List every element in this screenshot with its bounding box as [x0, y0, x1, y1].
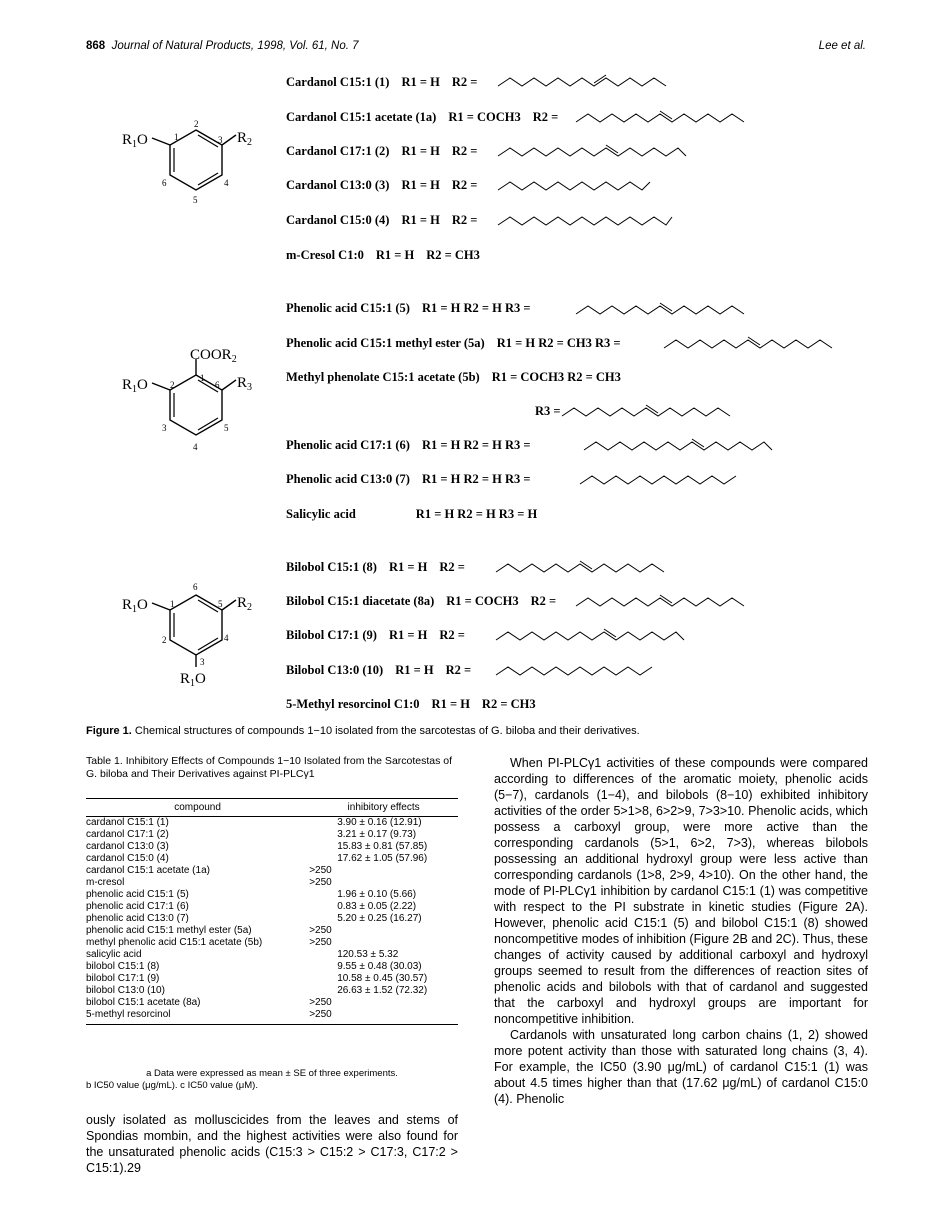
table-cell-compound: 5-methyl resorcinol — [86, 1009, 309, 1025]
table-cell-effect: 1.96 ± 0.10 (5.66) — [337, 889, 417, 900]
svg-text:6: 6 — [193, 582, 198, 592]
compound-row-6: Phenolic acid C17:1 (6) R1 = H R2 = H R3 = — [286, 438, 531, 452]
compound-row-salicylic: Salicylic acid R1 = H R2 = H R3 = H — [286, 507, 538, 521]
table-cell-compound: m-cresol — [86, 877, 125, 888]
inhibition-table — [86, 798, 458, 1025]
svg-text:6: 6 — [215, 380, 220, 390]
svg-text:R1O: $R_1O$ — [122, 597, 148, 615]
table-cell-compound: bilobol C13:0 (10) — [86, 985, 165, 996]
svg-text:1: 1 — [200, 373, 205, 383]
alkyl-chain-10 — [496, 663, 656, 679]
alkyl-chain-3 — [498, 178, 653, 194]
table-cell-effect: >250 — [309, 1009, 458, 1025]
compound-row-5: Phenolic acid C15:1 (5) R1 = H R2 = H R3 = — [286, 301, 531, 315]
table-row — [86, 1009, 458, 1025]
table-cell-compound: cardanol C17:1 (2) — [86, 829, 169, 840]
table-footnotes — [86, 1068, 458, 1092]
journal-citation: Journal of Natural Products, 1998, Vol. 61, No. 7 — [111, 40, 359, 52]
table-row — [86, 865, 458, 877]
svg-text:3: 3 — [162, 423, 167, 433]
table-cell-effect: 26.63 ± 1.52 (72.32) — [337, 985, 428, 996]
compound-row-5b: Methyl phenolate C15:1 acetate (5b) R1 = COCH3 R2 = CH3 — [286, 370, 621, 384]
table-cell-compound: bilobol C15:1 (8) — [86, 961, 160, 972]
table-cell-effect: 3.90 ± 0.16 (12.91) — [337, 817, 422, 828]
svg-text:R3: $R_3$ — [237, 375, 253, 393]
table-cell-compound: bilobol C15:1 acetate (8a) — [86, 997, 201, 1008]
table-cell-compound: phenolic acid C13:0 (7) — [86, 913, 189, 924]
table-row — [86, 949, 458, 961]
svg-text:5: 5 — [224, 423, 229, 433]
paragraph-activity-comparison: When PI-PLCγ1 activities of these compounds were compared according to differences of the aromatic moiety, phenolic acids (5−7), cardanols (1−4), and bilobols (8−10) exhibited inhibitory activities of the order 5>1>8, 6>2>9, 7>3>10. Phenolic acids, which possess a carboxyl group, were more active than the corresponding cardanols (5>1, 6>2, 7>3), whereas bilobols possessing an additional hydroxyl group were less active than corresponding cardanols (1>8, 2>9, 4>10). On the other hand, the mode of PI-PLCγ1 inhibition by cardanol C15:1 (1) was competitive with respect to the PI substrate in kinetic studies (Figure 2A). However, phenolic acid C15:1 (5) and bilobol C15:1 (8) showed noncompetitive modes of inhibition (Figure 2B and 2C). Thus, these changes of activity caused by additional carboxyl and hydroxyl groups seemed to result from the differences of reaction sites of phenolic acids and bilobols with that of cardanol and suggested that the carboxyl and hydroxyl groups are important for noncompetitive inhibition. — [494, 756, 868, 1026]
alkyl-chain-4 — [498, 213, 673, 229]
table-cell-effect: 17.62 ± 1.05 (57.96) — [337, 853, 428, 864]
compound-row-9: Bilobol C17:1 (9) R1 = H R2 = — [286, 628, 465, 642]
svg-text:R1O: $R_1O$ — [122, 377, 148, 395]
table-header-effects: inhibitory effects — [309, 799, 458, 817]
compound-row-10: Bilobol C13:0 (10) R1 = H R2 = — [286, 663, 472, 677]
table-cell-effect: 3.21 ± 0.17 (9.73) — [337, 829, 417, 840]
cardanol-ring-structure — [118, 120, 278, 220]
table-cell-effect: 15.83 ± 0.81 (57.85) — [337, 841, 428, 852]
svg-text:2: 2 — [170, 380, 175, 390]
table-row — [86, 853, 458, 865]
table-cell-effect: >250 — [309, 997, 332, 1008]
svg-text:2: 2 — [162, 635, 167, 645]
table-cell-compound: phenolic acid C15:1 methyl ester (5a) — [86, 925, 252, 936]
table-cell-compound: cardanol C15:1 acetate (1a) — [86, 865, 210, 876]
alkyl-chain-5a — [664, 336, 834, 352]
table-header-compound: compound — [86, 799, 309, 817]
compound-row-5a: Phenolic acid C15:1 methyl ester (5a) R1 = H R2 = CH3 R3 = — [286, 336, 621, 350]
footnote-a: a Data were expressed as mean ± SE of three experiments. — [146, 1068, 398, 1079]
svg-text:5: 5 — [193, 195, 198, 205]
table-cell-compound: cardanol C15:1 (1) — [86, 817, 169, 828]
alkyl-chain-7 — [580, 472, 740, 488]
svg-text:R1O: $R_1O$ — [122, 132, 148, 150]
svg-text:3: 3 — [200, 657, 205, 667]
phenolic-acid-ring-structure — [118, 345, 278, 465]
right-column-text — [494, 755, 868, 1107]
table-row — [86, 973, 458, 985]
svg-text:2: 2 — [194, 119, 199, 129]
svg-text:COOR2: $COOR_2$ — [190, 347, 237, 365]
alkyl-chain-1 — [498, 74, 668, 90]
paragraph-unsaturation: Cardanols with unsaturated long carbon chains (1, 2) showed more potent activity than those with saturated long chains (3, 4). For example, the IC50 (3.90 μg/mL) of cardanol C15:1 (1) was about 4.5 times higher than that (17.62 μg/mL) of cardanol C15:0 (4). Phenolic — [494, 1028, 868, 1106]
svg-text:1: 1 — [174, 132, 179, 142]
table-cell-effect: 5.20 ± 0.25 (16.27) — [337, 913, 422, 924]
svg-text:5: 5 — [218, 599, 223, 609]
table-cell-compound: phenolic acid C17:1 (6) — [86, 901, 189, 912]
figure-caption: Figure 1. Chemical structures of compounds 1−10 isolated from the sarcotestas of G. biloba and their derivatives. — [86, 725, 640, 737]
table-row — [86, 877, 458, 889]
svg-text:R2: $R_2$ — [237, 595, 253, 613]
table-cell-effect: 10.58 ± 0.45 (30.57) — [337, 973, 428, 984]
alkyl-chain-2 — [498, 144, 688, 160]
table-row — [86, 889, 458, 901]
alkyl-chain-5 — [576, 302, 746, 318]
svg-text:4: 4 — [224, 178, 229, 188]
svg-text:1: 1 — [170, 599, 175, 609]
table-row — [86, 961, 458, 973]
table-row — [86, 925, 458, 937]
table-cell-effect: 0.83 ± 0.05 (2.22) — [337, 901, 417, 912]
alkyl-chain-1a — [576, 110, 746, 126]
compound-row-1a: Cardanol C15:1 acetate (1a) R1 = COCH3 R2 = — [286, 110, 559, 124]
table-cell-effect: >250 — [309, 937, 332, 948]
table-row — [86, 997, 458, 1009]
footnote-bc: b IC50 value (μg/mL). c IC50 value (μM). — [86, 1080, 258, 1091]
table-cell-compound: cardanol C13:0 (3) — [86, 841, 169, 852]
table-cell-compound: bilobol C17:1 (9) — [86, 973, 160, 984]
alkyl-chain-6 — [584, 438, 774, 454]
compound-row-2: Cardanol C17:1 (2) R1 = H R2 = — [286, 144, 478, 158]
table-cell-compound: methyl phenolic acid C15:1 acetate (5b) — [86, 937, 263, 948]
svg-text:4: 4 — [224, 633, 229, 643]
table-cell-compound: cardanol C15:0 (4) — [86, 853, 169, 864]
svg-text:R2: $R_2$ — [237, 130, 253, 148]
alkyl-chain-5b — [562, 404, 732, 420]
page-number: 868 — [86, 40, 106, 52]
table-row — [86, 913, 458, 925]
table-cell-effect: >250 — [309, 925, 332, 936]
left-column-text: ously isolated as molluscicides from the leaves and stems of Spondias mombin, and the highest activities were also found for the unsaturated phenolic acids (C15:3 > C15:2 > C17:3, C17:2 > C15:1).29 — [86, 1113, 458, 1175]
compound-row-3: Cardanol C13:0 (3) R1 = H R2 = — [286, 178, 478, 192]
table-cell-compound: phenolic acid C15:1 (5) — [86, 889, 189, 900]
alkyl-chain-8a — [576, 594, 746, 610]
bilobol-ring-structure — [118, 575, 278, 695]
table-cell-compound: salicylic acid — [86, 949, 142, 960]
table-caption: Table 1. Inhibitory Effects of Compounds 1−10 Isolated from the Sarcotestas of G. biloba and Their Derivatives against PI-PLCγ1 — [86, 755, 453, 780]
compound-row-methyl-resorcinol: 5-Methyl resorcinol C1:0 R1 = H R2 = CH3 — [286, 697, 536, 711]
table-cell-effect: 9.55 ± 0.48 (30.03) — [337, 961, 422, 972]
compound-row-8: Bilobol C15:1 (8) R1 = H R2 = — [286, 560, 465, 574]
compound-row-5b-r3: R3 = — [535, 404, 561, 418]
compound-row-8a: Bilobol C15:1 diacetate (8a) R1 = COCH3 R2 = — [286, 594, 557, 608]
compound-row-1: Cardanol C15:1 (1) R1 = H R2 = — [286, 75, 478, 89]
table-row — [86, 829, 458, 841]
compound-row-7: Phenolic acid C13:0 (7) R1 = H R2 = H R3 = — [286, 472, 531, 486]
table-row — [86, 817, 458, 830]
table-row — [86, 841, 458, 853]
running-authors: Lee et al. — [818, 40, 866, 52]
running-header — [86, 40, 359, 52]
table-row — [86, 901, 458, 913]
table-row — [86, 937, 458, 949]
table-cell-effect: >250 — [309, 877, 332, 888]
alkyl-chain-8 — [496, 560, 666, 576]
alkyl-chain-9 — [496, 628, 686, 644]
svg-text:6: 6 — [162, 178, 167, 188]
table-cell-effect: >250 — [309, 865, 332, 876]
svg-text:4: 4 — [193, 442, 198, 452]
svg-text:R1O: $R_1O$ — [180, 671, 206, 689]
table-cell-effect: 120.53 ± 5.32 — [337, 949, 399, 960]
table-row — [86, 985, 458, 997]
compound-row-m-cresol: m-Cresol C1:0 R1 = H R2 = CH3 — [286, 248, 480, 262]
compound-row-4: Cardanol C15:0 (4) R1 = H R2 = — [286, 213, 478, 227]
svg-text:3: 3 — [218, 135, 223, 145]
